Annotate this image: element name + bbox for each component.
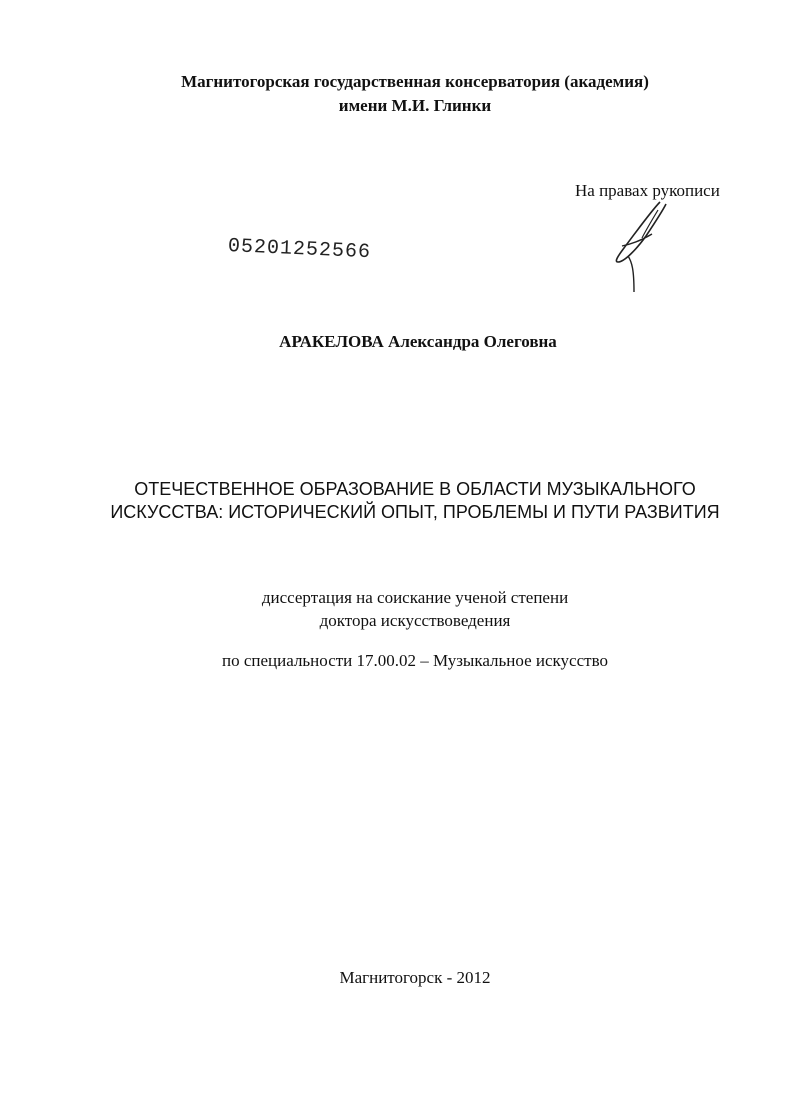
manuscript-rights-note: На правах рукописи: [575, 181, 720, 200]
institution-header: [0, 70, 796, 118]
degree-line-1: диссертация на соискание ученой степени: [261, 588, 569, 607]
registration-number: 05201252566: [227, 235, 372, 265]
institution-dedication: имени М.И. Глинки: [338, 96, 492, 115]
dissertation-title: [0, 478, 796, 524]
institution-name: Магнитогорская государственная консерватория (академия): [181, 72, 649, 91]
title-line-1: ОТЕЧЕСТВЕННОЕ ОБРАЗОВАНИЕ В ОБЛАСТИ МУЗЫКАЛЬНОГО: [134, 479, 696, 499]
degree-line-2: доктора искусствоведения: [319, 611, 511, 630]
degree-statement: [0, 586, 796, 632]
author-name: АРАКЕЛОВА Александра Олеговна: [279, 332, 557, 351]
city-year: Магнитогорск - 2012: [339, 968, 491, 987]
title-line-2: ИСКУССТВА: ИСТОРИЧЕСКИЙ ОПЫТ, ПРОБЛЕМЫ И ПУТИ РАЗВИТИЯ: [110, 502, 720, 522]
signature-icon: [602, 196, 682, 296]
speciality-statement: по специальности 17.00.02 – Музыкальное искусство: [222, 651, 608, 670]
